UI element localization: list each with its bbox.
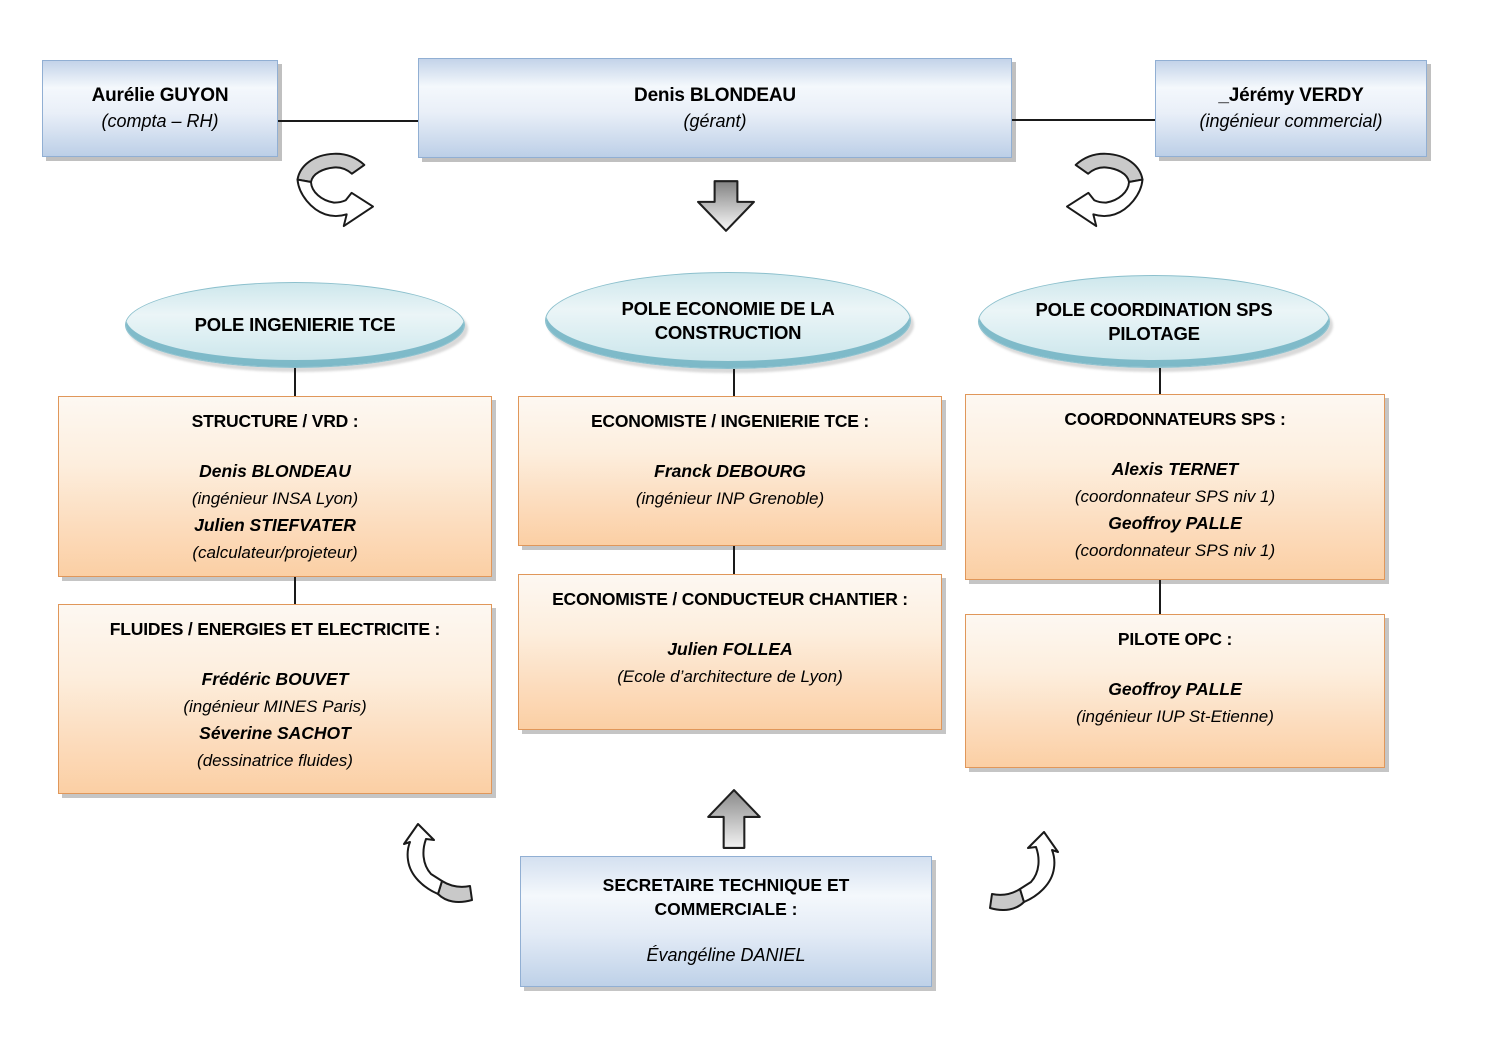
member-name: Séverine SACHOT: [199, 723, 351, 743]
pole-label: POLE COORDINATION SPS PILOTAGE: [1035, 298, 1273, 344]
member-detail: (coordonnateur SPS niv 1): [1074, 487, 1276, 506]
up-block-arrow-icon: [706, 788, 762, 850]
connector-line: [1159, 580, 1161, 614]
connector-line: [1159, 368, 1161, 394]
team-box-title: PILOTE OPC :: [1117, 629, 1233, 649]
connector-line: [733, 546, 735, 574]
member-name: Franck DEBOURG: [654, 461, 806, 481]
team-box-title: ECONOMISTE / INGENIERIE TCE :: [590, 411, 870, 431]
secretary-box: [520, 856, 932, 987]
manager-box-ingenieur-commercial: [1155, 60, 1427, 157]
member-detail: (ingénieur INSA Lyon): [191, 489, 359, 508]
curved-arrow-icon: [1062, 146, 1150, 228]
team-members: [519, 458, 941, 512]
member-name: Julien STIEFVATER: [194, 515, 356, 535]
team-box-coordonnateurs-sps: [965, 394, 1385, 580]
team-members: [966, 676, 1384, 730]
person-name: _Jérémy VERDY: [1218, 85, 1364, 106]
member-detail: (dessinatrice fluides): [197, 751, 353, 770]
pole-label: POLE ECONOMIE DE LA CONSTRUCTION: [621, 297, 835, 343]
member-detail: (Ecole d’architecture de Lyon): [617, 667, 843, 686]
connector-line: [294, 368, 296, 396]
member-detail: (ingénieur IUP St-Etienne): [1076, 707, 1274, 726]
member-name: Julien FOLLEA: [667, 639, 793, 659]
manager-box-compta-rh: [42, 60, 278, 157]
person-name: Denis BLONDEAU: [634, 84, 796, 106]
team-members: [59, 666, 491, 774]
person-role: (compta – RH): [101, 111, 219, 131]
team-box-structure-vrd: [58, 396, 492, 577]
member-name: Geoffroy PALLE: [1108, 679, 1242, 699]
member-detail: (calculateur/projeteur): [192, 543, 358, 562]
person-role: (ingénieur commercial): [1199, 111, 1383, 131]
secretary-name: Évangéline DANIEL: [646, 945, 806, 965]
member-name: Geoffroy PALLE: [1108, 513, 1242, 533]
connector-line: [294, 577, 296, 604]
team-members: [966, 456, 1384, 564]
team-box-fluides-energies: [58, 604, 492, 794]
curved-arrow-icon: [972, 828, 1064, 920]
member-detail: (ingénieur INP Grenoble): [635, 489, 825, 508]
pole-label: POLE INGENIERIE TCE: [194, 314, 396, 335]
curved-arrow-icon: [398, 820, 490, 912]
member-name: Denis BLONDEAU: [199, 461, 351, 481]
member-name: Alexis TERNET: [1111, 459, 1239, 479]
team-members: [519, 636, 941, 690]
connector-line: [1012, 119, 1155, 121]
curved-arrow-icon: [290, 146, 378, 228]
team-box-title: STRUCTURE / VRD :: [191, 411, 359, 431]
team-box-title: COORDONNATEURS SPS :: [1064, 409, 1286, 429]
team-members: [59, 458, 491, 566]
down-block-arrow-icon: [696, 180, 756, 232]
secretary-title: SECRETAIRE TECHNIQUE ET COMMERCIALE :: [602, 875, 850, 919]
connector-line: [278, 120, 418, 122]
person-role: (gérant): [683, 110, 747, 131]
team-box-pilote-opc: [965, 614, 1385, 768]
pole-ellipse-ingenierie-tce: [125, 282, 465, 368]
team-box-economiste-ingenierie: [518, 396, 942, 546]
team-box-title: ECONOMISTE / CONDUCTEUR CHANTIER :: [552, 589, 908, 609]
team-box-title: FLUIDES / ENERGIES ET ELECTRICITE :: [109, 619, 441, 639]
member-detail: (coordonnateur SPS niv 1): [1074, 541, 1276, 560]
member-detail: (ingénieur MINES Paris): [183, 697, 367, 716]
connector-line: [733, 369, 735, 396]
pole-ellipse-economie-construction: [545, 272, 911, 369]
member-name: Frédéric BOUVET: [201, 669, 349, 689]
team-box-economiste-conducteur: [518, 574, 942, 730]
pole-ellipse-coordination-sps: [978, 275, 1330, 368]
manager-box-gerant: [418, 58, 1012, 158]
person-name: Aurélie GUYON: [91, 85, 229, 106]
